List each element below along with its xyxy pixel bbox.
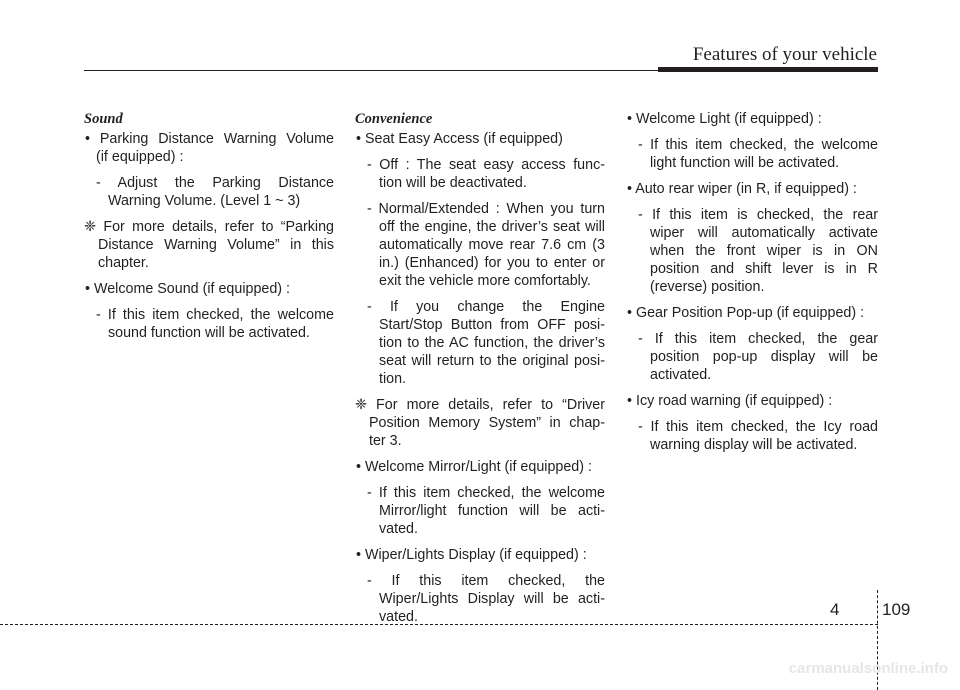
bullet-item — [626, 180, 878, 198]
bullet-item — [355, 458, 605, 476]
text-line: - Normal/Extended : When you turn — [367, 201, 605, 217]
text-line: • Auto rear wiper (in R, if equipped) : — [627, 181, 857, 197]
bullet-item — [355, 546, 605, 564]
bullet-item — [626, 110, 878, 128]
sub-item — [626, 136, 878, 172]
text-line: (if equipped) : — [96, 149, 184, 165]
text-line: • Gear Position Pop-up (if equipped) : — [627, 305, 865, 321]
text-line: wiper will automatically activate — [650, 225, 878, 241]
text-line: vated. — [379, 521, 418, 537]
note-item — [355, 396, 605, 450]
column-more-settings — [626, 110, 878, 462]
watermark: carmanualsonline.info — [788, 660, 948, 677]
sub-item — [626, 206, 878, 296]
text-line: - If this item checked, the gear — [638, 331, 878, 347]
text-line: light function will be activated. — [650, 155, 840, 171]
bullet-item — [626, 304, 878, 322]
sub-item — [355, 200, 605, 290]
text-line: vated. — [379, 609, 418, 625]
page-number: 109 — [882, 600, 911, 619]
text-line: automatically move rear 7.6 cm (3 — [379, 237, 605, 253]
text-line: - If this item checked, the — [367, 573, 605, 589]
text-line: - If this item checked, the welcome — [367, 485, 605, 501]
text-line: Start/Stop Button from OFF posi- — [379, 317, 605, 333]
text-line: ❈ For more details, refer to “Parking — [84, 219, 334, 235]
text-line: Warning Volume. (Level 1 ~ 3) — [108, 193, 301, 209]
text-line: • Icy road warning (if equipped) : — [627, 393, 833, 409]
text-line: - If this item checked, the welcome — [638, 137, 878, 153]
text-line: Position Memory System” in chap- — [369, 415, 605, 431]
text-line: Wiper/Lights Display will be acti- — [379, 591, 605, 607]
column-sound — [84, 110, 334, 350]
text-line: - Off : The seat easy access func- — [367, 157, 605, 173]
section-title: Sound — [84, 111, 123, 127]
sub-item — [355, 298, 605, 388]
text-line: • Wiper/Lights Display (if equipped) : — [356, 547, 587, 563]
text-line: • Welcome Mirror/Light (if equipped) : — [356, 459, 592, 475]
text-line: tion to the AC function, the driver’s — [379, 335, 605, 351]
footer-rule — [0, 624, 878, 625]
text-line: • Parking Distance Warning Volume — [85, 131, 334, 147]
text-line: Distance Warning Volume” in this — [98, 237, 334, 253]
text-line: (reverse) position. — [650, 279, 765, 295]
text-line: sound function will be activated. — [108, 325, 310, 341]
bullet-item — [355, 130, 605, 148]
sub-item — [626, 418, 878, 454]
note-item — [84, 218, 334, 272]
header-rule — [84, 70, 660, 71]
sub-item — [355, 572, 605, 626]
text-line: Mirror/light function will be acti- — [379, 503, 605, 519]
text-line: chapter. — [98, 255, 149, 271]
bullet-item — [84, 130, 334, 166]
text-line: ❈ For more details, refer to “Driver — [355, 397, 605, 413]
text-line: when the front wiper is in ON — [650, 243, 878, 259]
text-line: - If you change the Engine — [367, 299, 605, 315]
sub-item — [355, 156, 605, 192]
text-line: off the engine, the driver’s seat will — [379, 219, 605, 235]
text-line: • Seat Easy Access (if equipped) — [356, 131, 563, 147]
chapter-number: 4 — [830, 600, 840, 619]
text-line: exit the vehicle more comfortably. — [379, 273, 591, 289]
sub-item — [355, 484, 605, 538]
text-line: activated. — [650, 367, 712, 383]
text-line: tion. — [379, 371, 407, 387]
header-title: Features of your vehicle — [692, 44, 877, 65]
bullet-item — [626, 392, 878, 410]
text-line: - Adjust the Parking Distance — [96, 175, 334, 191]
text-line: position pop-up display will be — [650, 349, 878, 365]
sub-item — [626, 330, 878, 384]
section-title: Convenience — [355, 111, 433, 127]
bullet-item — [84, 280, 334, 298]
text-line: - If this item checked, the Icy road — [638, 419, 878, 435]
text-line: seat will return to the original posi- — [379, 353, 605, 369]
text-line: tion will be deactivated. — [379, 175, 527, 191]
text-line: in.) (Enhanced) for you to enter or — [379, 255, 605, 271]
text-line: • Welcome Light (if equipped) : — [627, 111, 822, 127]
header-rule-thick — [658, 67, 878, 72]
text-line: position and shift lever is in R — [650, 261, 878, 277]
text-line: ter 3. — [369, 433, 402, 449]
text-line: • Welcome Sound (if equipped) : — [85, 281, 291, 297]
sub-item — [84, 174, 334, 210]
text-line: warning display will be activated. — [650, 437, 858, 453]
sub-item — [84, 306, 334, 342]
text-line: - If this item is checked, the rear — [638, 207, 878, 223]
text-line: - If this item checked, the welcome — [96, 307, 334, 323]
column-convenience — [355, 110, 605, 634]
